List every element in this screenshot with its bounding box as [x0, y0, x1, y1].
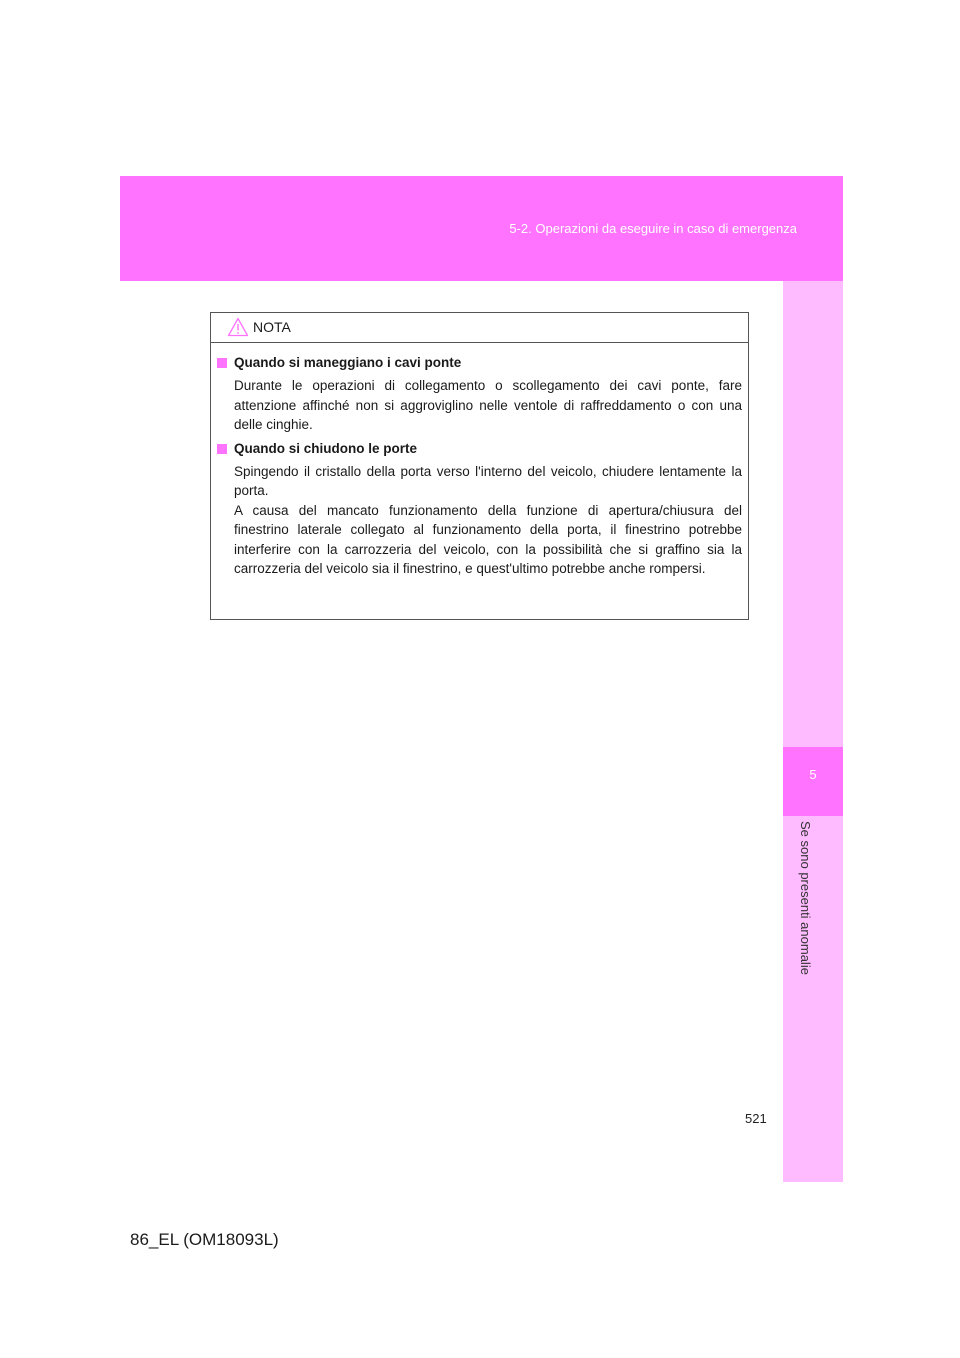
note-box	[210, 312, 749, 620]
section-paragraph: A causa del mancato funzionamento della funzione di apertura/chiusura del finestrino laterale collegato al funzionamento della porta, il finestrino potrebbe interferire con la carrozzeria del veicolo, con la possibilità che si graffino sia la carrozzeria del veicolo sia il finestrino, e quest'ultimo potrebbe anche rompersi.	[234, 502, 742, 576]
note-body	[211, 343, 748, 579]
chapter-tab	[783, 747, 843, 816]
section-heading-text: Quando si chiudono le porte	[234, 440, 418, 456]
note-header	[211, 313, 748, 343]
square-bullet-icon	[217, 358, 227, 368]
section-heading-text: Quando si maneggiano i cavi ponte	[234, 355, 462, 370]
note-section-jumper-cables	[217, 353, 742, 435]
warning-triangle-icon	[227, 317, 249, 337]
document-code: 86_EL (OM18093L)	[130, 1230, 279, 1249]
header-band	[120, 176, 843, 281]
note-label: NOTA	[253, 319, 291, 335]
section-heading	[217, 439, 742, 459]
page-number: 521	[745, 1111, 767, 1126]
note-section-closing-doors	[217, 439, 742, 579]
section-title: 5-2. Operazioni da eseguire in caso di emergenza	[509, 221, 797, 236]
section-paragraph: Durante le operazioni di collegamento o scollegamento dei cavi ponte, fare attenzione affinché non si aggroviglino nelle ventole di raffreddamento o con una delle cinghie.	[234, 378, 742, 432]
chapter-side-strip	[783, 281, 843, 1182]
chapter-label: Se sono presenti anomalie	[798, 821, 813, 975]
square-bullet-icon	[217, 444, 227, 454]
section-heading	[217, 353, 742, 373]
section-paragraph: Spingendo il cristallo della porta verso l'interno del veicolo, chiudere lentamente la porta.	[234, 463, 742, 498]
chapter-number: 5	[809, 767, 817, 782]
